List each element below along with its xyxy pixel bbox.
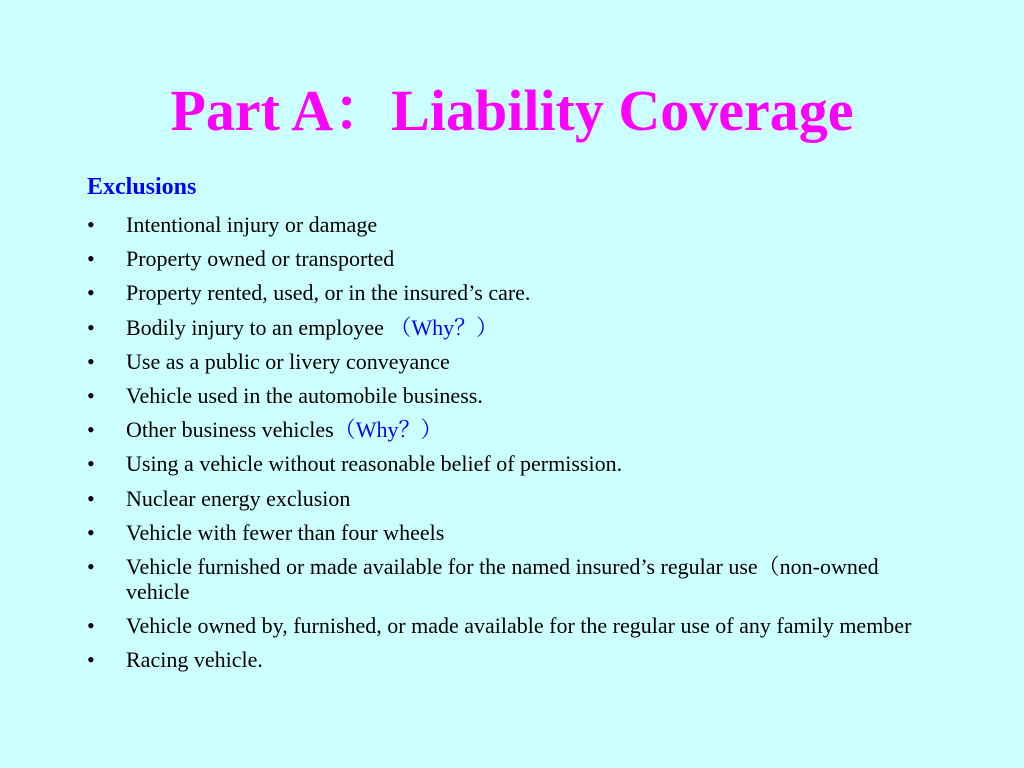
bullet-icon: •: [87, 417, 95, 443]
list-item: [87, 451, 927, 476]
list-item: [87, 520, 927, 545]
bullet-icon: •: [87, 519, 95, 545]
section-heading: Exclusions: [87, 174, 197, 200]
list-item-note: （Why？）: [333, 417, 443, 443]
bullet-icon: •: [87, 485, 95, 511]
list-item: [87, 280, 927, 305]
list-item: [87, 647, 927, 672]
list-item: [87, 417, 927, 442]
slide-title: Part A：Liability Coverage: [170, 78, 854, 143]
list-item: [87, 246, 927, 271]
list-item-text: Other business vehicles: [126, 417, 334, 443]
list-item-text: Using a vehicle without reasonable belief of permission.: [126, 451, 623, 477]
bullet-icon: •: [87, 451, 95, 477]
bullet-icon: •: [87, 246, 95, 272]
bullet-icon: •: [87, 280, 95, 306]
list-item-text: Vehicle used in the automobile business.: [126, 382, 483, 408]
list-item-text: Racing vehicle.: [126, 647, 263, 673]
bullet-icon: •: [87, 553, 95, 579]
list-item: [87, 383, 927, 408]
list-item-text: Vehicle owned by, furnished, or made available for the regular use of any family member: [126, 613, 912, 639]
list-item-text: Property rented, used, or in the insured’s care.: [126, 280, 531, 306]
list-item-text: Use as a public or livery conveyance: [126, 348, 450, 374]
list-item-text: Nuclear energy exclusion: [126, 485, 351, 511]
bullet-icon: •: [87, 382, 95, 408]
bullet-icon: •: [87, 314, 95, 340]
list-item-text: Bodily injury to an employee: [126, 314, 390, 340]
list-item: [87, 212, 927, 237]
bullet-icon: •: [87, 613, 95, 639]
list-item: [87, 613, 927, 638]
list-item-text: Intentional injury or damage: [126, 212, 378, 237]
list-item: [87, 349, 927, 374]
bullet-icon: •: [87, 348, 95, 374]
list-item-text: Vehicle furnished or made available for the named insured’s regular use（non-owned vehicle: [126, 553, 879, 604]
list-item: [87, 486, 927, 511]
bullet-icon: •: [87, 647, 95, 673]
list-item: [87, 315, 927, 340]
bullet-icon: •: [87, 212, 95, 237]
exclusions-list: [87, 212, 927, 681]
list-item-text: Property owned or transported: [126, 246, 395, 272]
list-item: [87, 554, 927, 604]
list-item-text: Vehicle with fewer than four wheels: [126, 519, 445, 545]
list-item-note: （Why？）: [389, 314, 499, 340]
